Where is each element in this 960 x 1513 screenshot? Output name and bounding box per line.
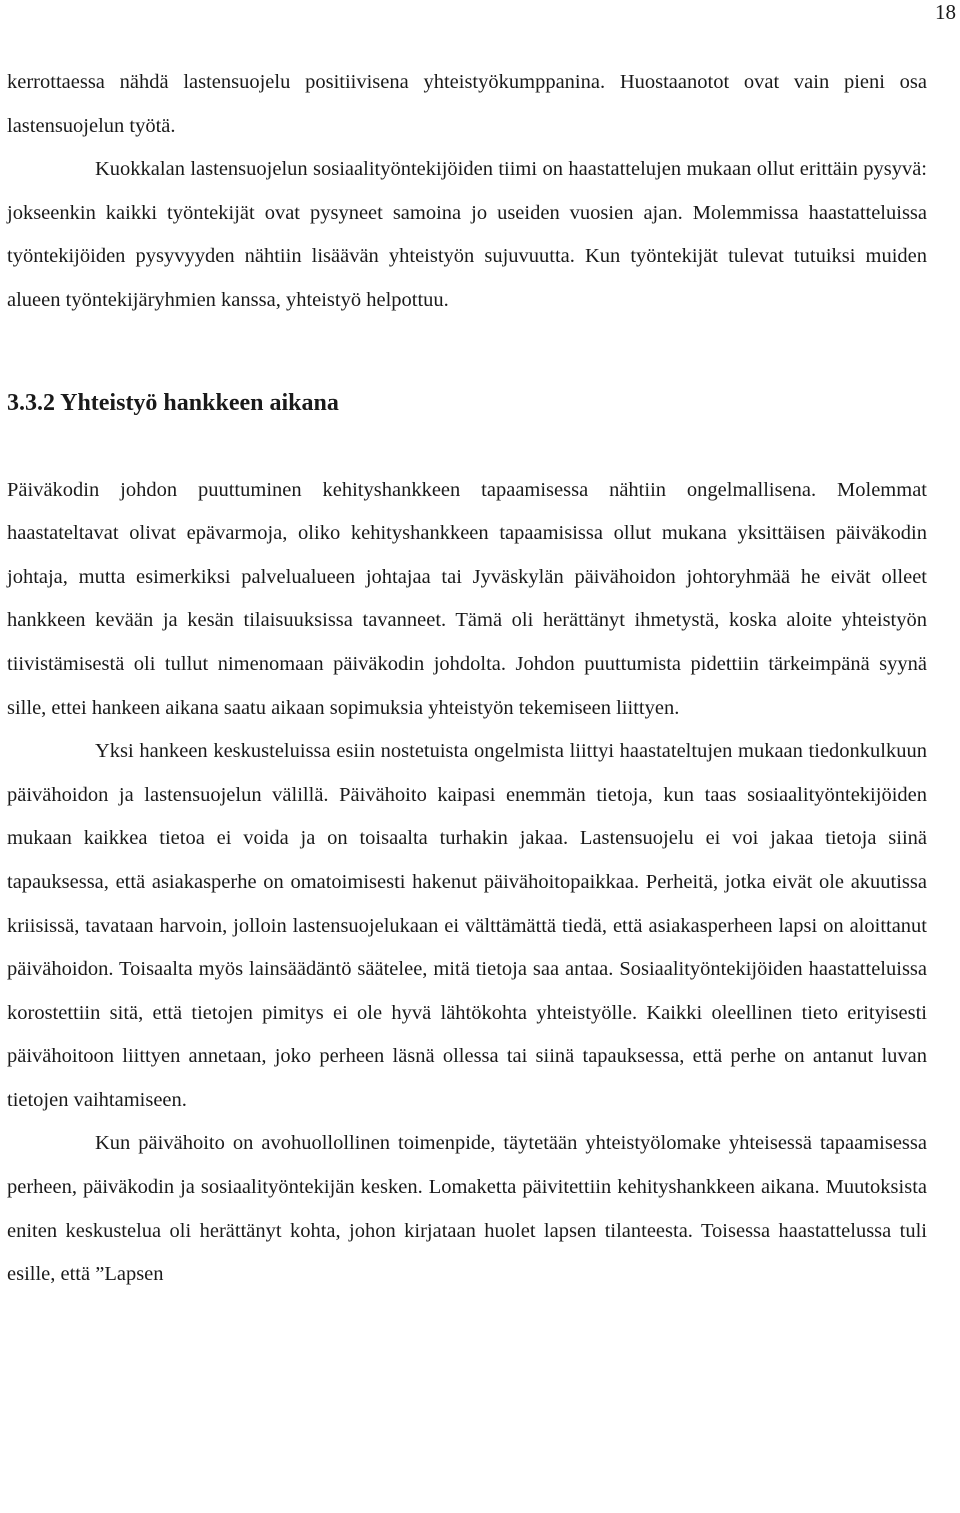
paragraph: Kun päivähoito on avohuollollinen toimenpide, täytetään yhteistyölomake yhteisessä tapaamisessa perheen, päiväkodin ja sosiaalityöntekijän kesken. Lomaketta päivitettiin kehityshankkeen aikana. Muutoksista eniten keskustelua oli herättänyt kohta, johon kirjataan huolet lapsen tilanteesta. Toisessa haastattelussa tuli esille, että ”Lapsen [7,1132,927,1286]
section-heading: 3.3.2 Yhteistyö hankkeen aikana [7,389,339,416]
section-spacer [7,323,927,388]
page-number: 18 [935,0,956,24]
paragraph: Kuokkalan lastensuojelun sosiaalityöntekijöiden tiimi on haastattelujen mukaan ollut erittäin pysyvä: jokseenkin kaikki työntekijät ovat pysyneet samoina jo useiden vuosien ajan. Molemmissa haastatteluissa työntekijöiden pysyvyyden nähtiin lisäävän yhteistyön sujuvuutta. Kun työntekijät tulevat tutuiksi muiden alueen työntekijäryhmien kanssa, yhteistyö helpottuu. [7,158,927,311]
heading-spacer [7,418,927,469]
paragraph: kerrottaessa nähdä lastensuojelu positiivisena yhteistyökumppanina. Huostaanotot ovat vain pieni osa lastensuojelun työtä. [7,71,927,137]
document-body [7,61,927,1297]
paragraph: Päiväkodin johdon puuttuminen kehityshankkeen tapaamisessa nähtiin ongelmallisena. Molemmat haastateltavat olivat epävarmoja, oliko kehityshankkeen tapaamisissa ollut mukana yksittäisen päiväkodin johtaja, mutta esimerkiksi palvelualueen johtajaa tai Jyväskylän päivähoidon johtoryhmää he eivät olleet hankkeen kevään ja kesän tilaisuuksissa tavanneet. Tämä oli herättänyt ihmetystä, koska aloite yhteistyön tiivistämisestä oli tullut nimenomaan päiväkodin johdolta. Johdon puuttumista pidettiin tärkeimpänä syynä sille, ettei hankeen aikana saatu aikaan sopimuksia yhteistyön tekemiseen liittyen. [7,478,927,719]
paragraph: Yksi hankeen keskusteluissa esiin nostetuista ongelmista liittyi haastateltujen mukaan tiedonkulkuun päivähoidon ja lastensuojelun välillä. Päivähoito kaipasi enemmän tietoja, kun taas sosiaalityöntekijöiden mukaan kaikkea tietoa ei voida ja on toisaalta turhakin jakaa. Lastensuojelu ei voi jakaa tietoja siinä tapauksessa, että asiakasperhe on omatoimisesti hakenut päivähoitopaikkaa. Perheitä, jotka eivät ole akuutissa kriisissä, tavataan harvoin, jolloin lastensuojelukaan ei välttämättä tiedä, että asiakasperheen lapsi on aloittanut päivähoidon. Toisaalta myös lainsäädäntö säätelee, mitä tietoja saa antaa. Sosiaalityöntekijöiden haastatteluissa korostettiin sitä, että tietojen pimitys ei ole hyvä lähtökohta yhteistyölle. Kaikki oleellinen tieto erityisesti päivähoitoon liittyen annetaan, joko perheen läsnä ollessa tai siinä tapauksessa, että perhe on antanut luvan tietojen vaihtamiseen. [7,740,927,1111]
